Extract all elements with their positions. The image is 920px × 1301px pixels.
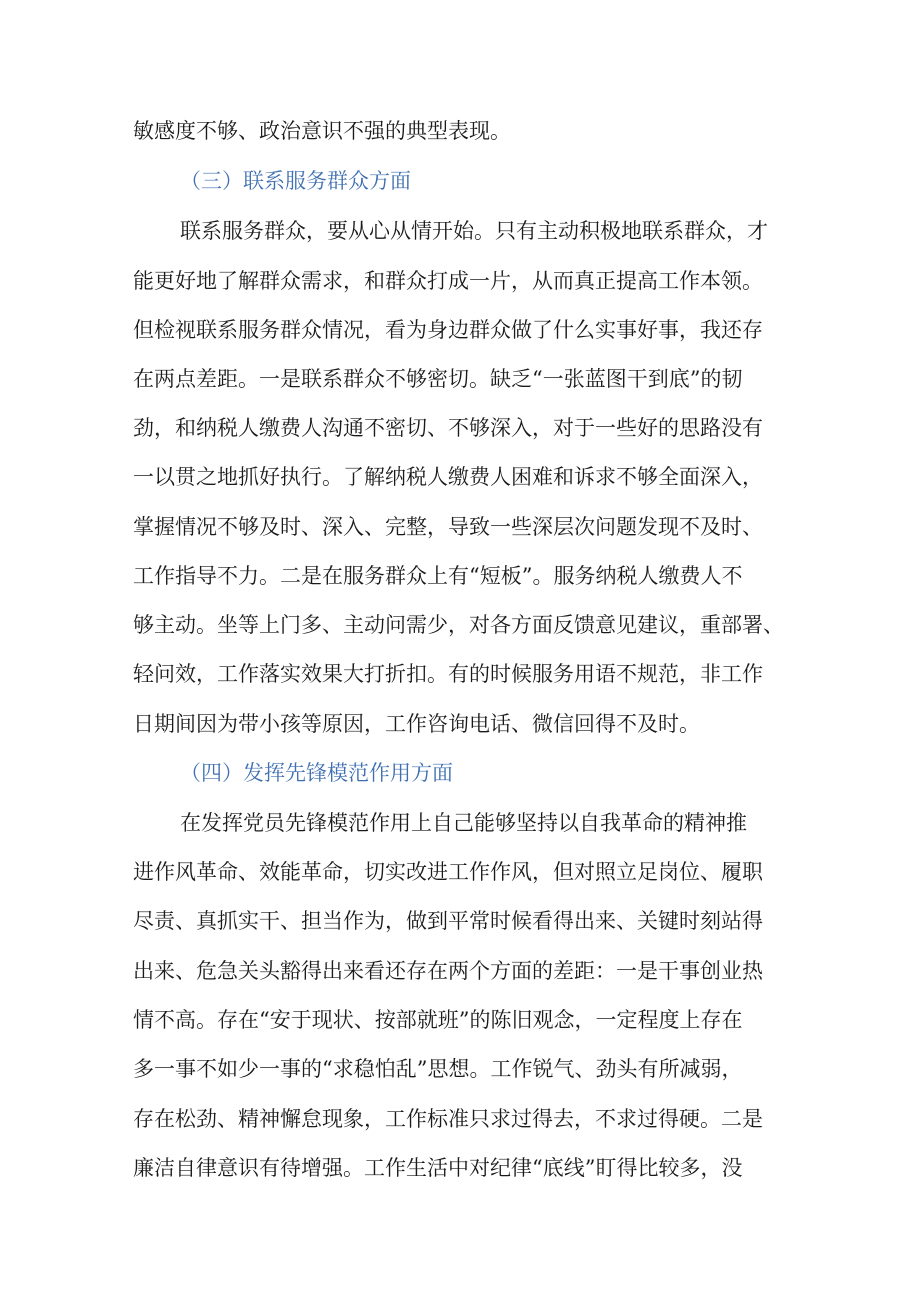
section-3-line: 轻问效，工作落实效果大打折扣。有的时候服务用语不规范，非工作: [133, 662, 763, 686]
section-3-line: 在两点差距。一是联系群众不够密切。缺乏“一张蓝图干到底”的韧: [133, 367, 743, 391]
section-3-line: 工作指导不力。二是在服务群众上有“短板”。服务纳税人缴费人不: [133, 564, 743, 588]
section-4-line: 出来、危急关头豁得出来看还存在两个方面的差距：一是干事创业热: [133, 959, 763, 983]
section-4-line: 廉洁自律意识有待增强。工作生活中对纪律“底线”盯得比较多，没: [133, 1156, 743, 1180]
section-3-heading: （三）联系服务群众方面: [180, 169, 411, 193]
section-3-line: 能更好地了解群众需求，和群众打成一片，从而真正提高工作本领。: [133, 269, 763, 293]
section-4-line: 情不高。存在“安于现状、按部就班”的陈旧观念，一定程度上存在: [133, 1008, 743, 1032]
section-4-heading: （四）发挥先锋模范作用方面: [180, 761, 453, 785]
section-3-line: 一以贯之地抓好执行。了解纳税人缴费人困难和诉求不够全面深入，: [133, 465, 763, 489]
section-4-line: 在发挥党员先锋模范作用上自己能够坚持以自我革命的精神推: [180, 811, 747, 835]
section-3-line: 够主动。坐等上门多、主动问需少，对各方面反馈意见建议，重部署、: [133, 613, 784, 637]
section-4-line: 尽责、真抓实干、担当作为，做到平常时候看得出来、关键时刻站得: [133, 909, 763, 933]
section-3-line: 但检视联系服务群众情况，看为身边群众做了什么实事好事，我还存: [133, 318, 763, 342]
section-4-line: 存在松劲、精神懈怠现象，工作标准只求过得去，不求过得硬。二是: [133, 1107, 763, 1131]
intro-line: 敏感度不够、政治意识不强的典型表现。: [133, 119, 511, 143]
section-3-line: 劲，和纳税人缴费人沟通不密切、不够深入，对于一些好的思路没有: [133, 416, 763, 440]
section-3-line: 日期间因为带小孩等原因，工作咨询电话、微信回得不及时。: [133, 712, 700, 736]
section-4-line: 进作风革命、效能革命，切实改进工作作风，但对照立足岗位、履职: [133, 860, 763, 884]
section-4-line: 多一事不如少一事的“求稳怕乱”思想。工作锐气、劲头有所减弱，: [133, 1057, 743, 1081]
section-3-line: 掌握情况不够及时、深入、完整，导致一些深层次问题发现不及时、: [133, 515, 763, 539]
section-3-line: 联系服务群众，要从心从情开始。只有主动积极地联系群众，才: [180, 219, 768, 243]
